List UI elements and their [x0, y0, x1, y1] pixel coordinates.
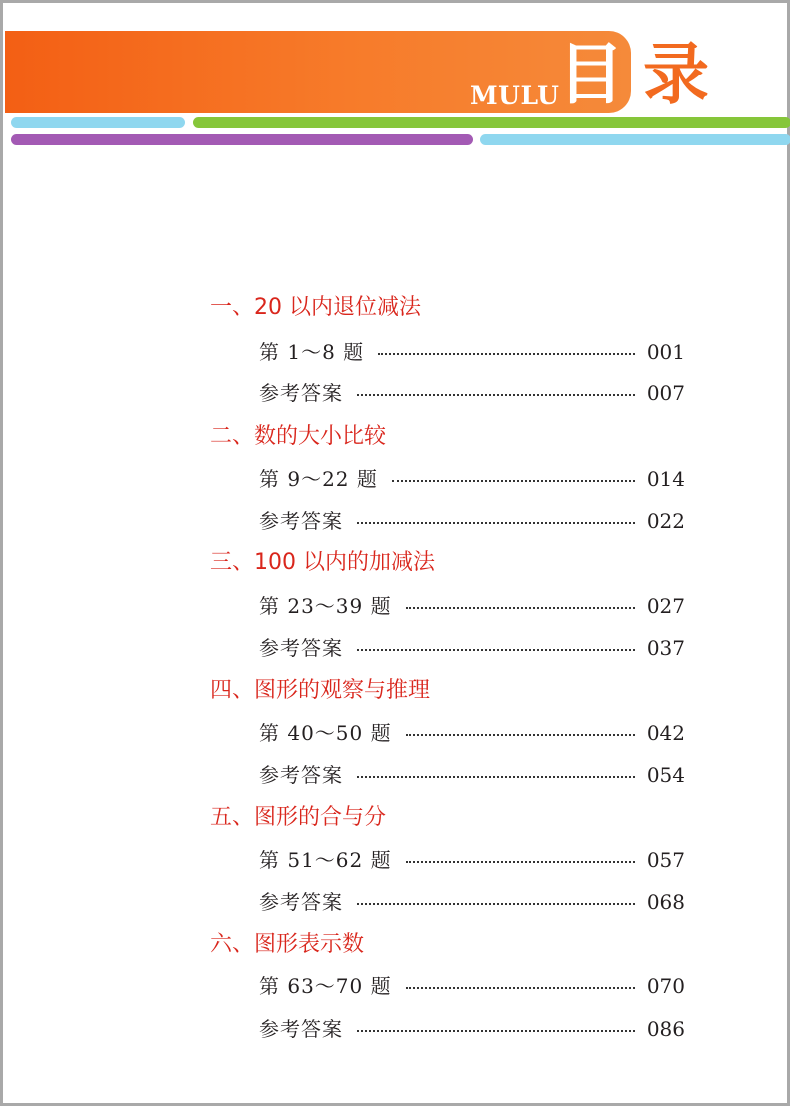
toc-entry[interactable] [259, 632, 685, 660]
entry-label: 参考答案 [259, 890, 343, 914]
page-number: 007 [646, 381, 685, 405]
entry-label: 第 1～8 题 [259, 340, 365, 364]
dot-leader [357, 1028, 635, 1032]
header-title-char-1: 目 [558, 36, 624, 113]
section-title[interactable]: 二、数的大小比较 [210, 424, 387, 449]
dot-leader [378, 351, 635, 355]
entry-label: 第 51～62 题 [259, 848, 392, 872]
section-title[interactable]: 三、100 以内的加减法 [210, 550, 435, 575]
dot-leader [392, 478, 635, 482]
toc-entry[interactable] [259, 336, 685, 364]
page-number: 027 [646, 594, 685, 618]
toc-entry[interactable] [259, 970, 685, 998]
dot-leader [406, 859, 635, 863]
toc-entry[interactable] [259, 463, 685, 491]
page-number: 070 [646, 974, 685, 998]
page-number: 022 [646, 509, 685, 533]
entry-label: 第 23～39 题 [259, 594, 392, 618]
toc-entry[interactable] [259, 886, 685, 914]
section-title[interactable]: 一、20 以内退位减法 [210, 295, 421, 320]
section-title[interactable]: 六、图形表示数 [210, 932, 365, 957]
header-title-char-2: 录 [643, 36, 709, 113]
section-title[interactable]: 五、图形的合与分 [210, 805, 387, 830]
page-number: 014 [646, 467, 685, 491]
dot-leader [357, 647, 635, 651]
entry-label: 参考答案 [259, 381, 343, 405]
toc-entry[interactable] [259, 759, 685, 787]
dot-leader [406, 985, 635, 989]
dot-leader [406, 605, 635, 609]
toc-entry[interactable] [259, 1013, 685, 1041]
dot-leader [357, 520, 635, 524]
toc-entry[interactable] [259, 717, 685, 745]
header-pinyin-label: MULU [470, 81, 560, 110]
table-of-contents [3, 3, 790, 1109]
entry-label: 参考答案 [259, 509, 343, 533]
page-number: 037 [646, 636, 685, 660]
page-number: 001 [646, 340, 685, 364]
toc-entry[interactable] [259, 505, 685, 533]
page-number: 057 [646, 848, 685, 872]
entry-label: 参考答案 [259, 1017, 343, 1041]
dot-leader [406, 732, 635, 736]
toc-entry[interactable] [259, 590, 685, 618]
page-number: 068 [646, 890, 685, 914]
entry-label: 参考答案 [259, 636, 343, 660]
dot-leader [357, 901, 635, 905]
toc-entry[interactable] [259, 377, 685, 405]
page-number: 042 [646, 721, 685, 745]
entry-label: 第 40～50 题 [259, 721, 392, 745]
section-title[interactable]: 四、图形的观察与推理 [210, 678, 431, 703]
entry-label: 第 63～70 题 [259, 974, 392, 998]
entry-label: 第 9～22 题 [259, 467, 378, 491]
entry-label: 参考答案 [259, 763, 343, 787]
page-number: 086 [646, 1017, 685, 1041]
toc-entry[interactable] [259, 844, 685, 872]
dot-leader [357, 774, 635, 778]
dot-leader [357, 392, 635, 396]
page-number: 054 [646, 763, 685, 787]
